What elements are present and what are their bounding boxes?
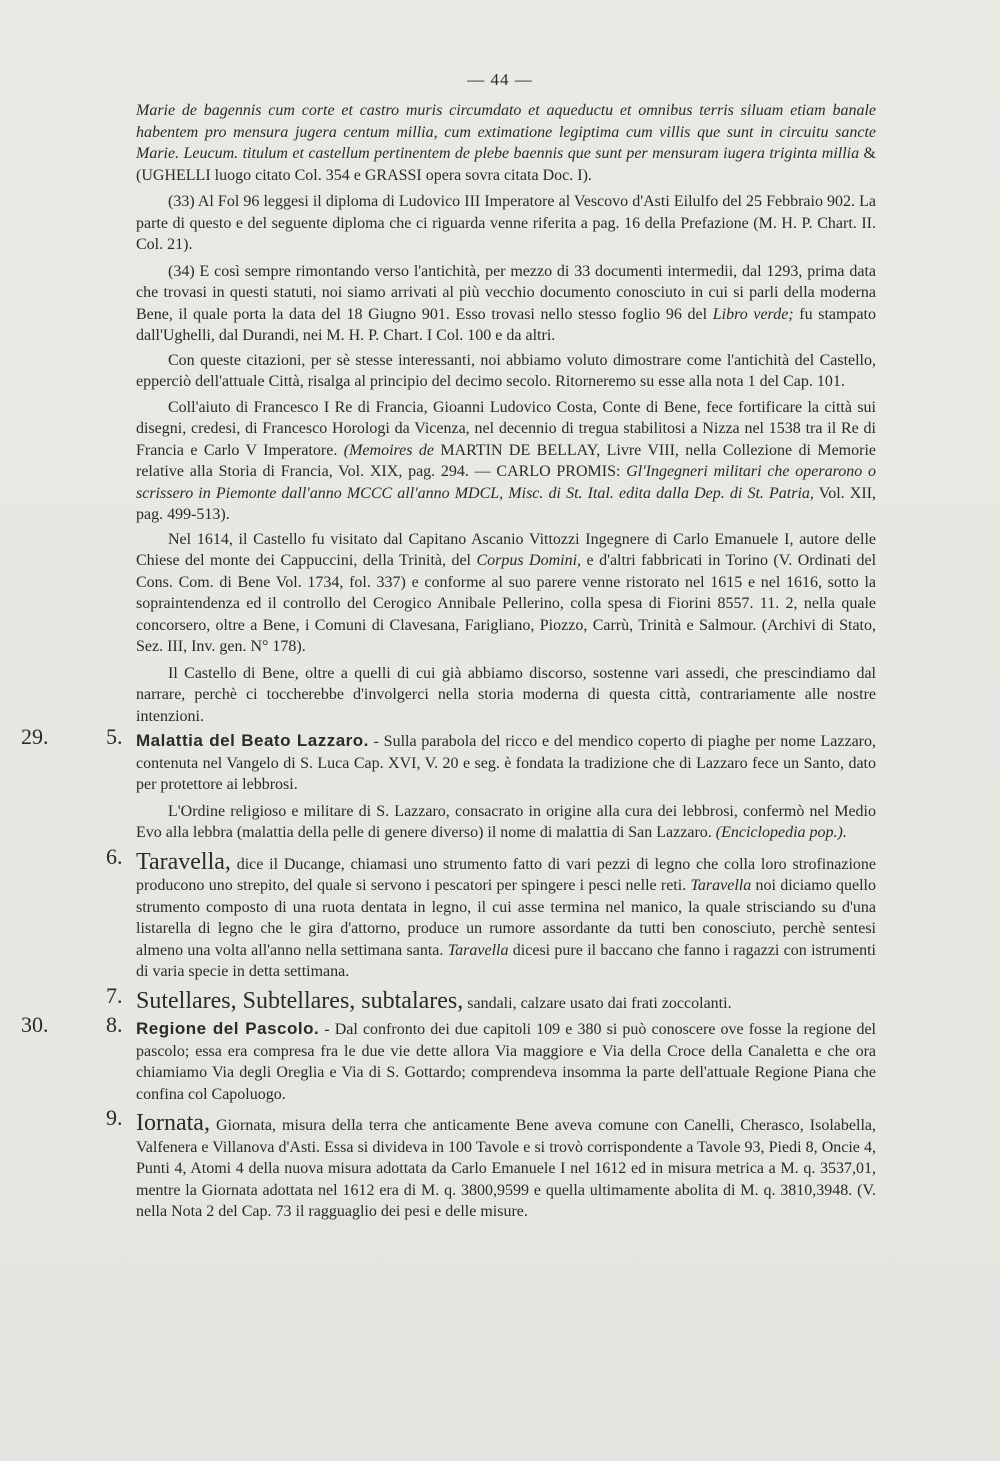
p5-text: Nel 1614, il Castello fu visitato dal Capitano Ascanio Vittozzi Ingegnere di Carlo Emanuele I, autore delle Chiese del monte dei Cappuccini, della Trinità, del xyxy=(136,530,876,569)
entry-6-d: Taravella xyxy=(447,941,509,959)
body-text xyxy=(21,100,877,1223)
entry-7-body: sandali, calzare usato dai frati zoccolanti. xyxy=(463,994,732,1012)
entry-heading: Regione del Pascolo. xyxy=(136,1019,320,1038)
p4-end: Vol. XII, pag. 499-513). xyxy=(136,484,877,523)
entry-6-a: dice il Ducange, chiamasi uno strumento fatto di vari pezzi di legno che colla loro strofinazione producono uno strepito, del quale si servono i pescatori per spingere i pesci nelle reti. xyxy=(136,855,876,894)
note-number: 9. xyxy=(106,1105,123,1130)
entry-6-c: noi diciamo quello strumento composto di una ruota dentata in legno, il cui asse termina nel manico, la quale strisciando su d'una listarella di legno che le gira d'attorno, produce un rumore assordante da tutti ben conosciuto, perchè sentesi almeno una volta all'anno nella settimana santa. xyxy=(136,877,876,959)
entry-heading: Iornata, xyxy=(136,1110,210,1136)
chapter-number: 29. xyxy=(21,724,49,749)
entry-6-b: Taravella xyxy=(690,877,752,894)
entry-7 xyxy=(106,982,876,1015)
page-number: — 44 — xyxy=(467,70,533,89)
entry-5 xyxy=(21,724,876,844)
entry-5-enciclopedia: (Enciclopedia pop.). xyxy=(711,824,847,841)
note-34-title: Libro verde; xyxy=(712,305,794,323)
p4-promis-title: Gl'Ingegneri militari che operarono o scrissero in Piemonte dall'anno MCCC all'anno MDCL, Misc. di St. Ital. edita dalla Dep. di St. Patria, xyxy=(136,463,876,502)
entry-5-body: - Sulla parabola del ricco e del mendico coperto di piaghe per nome Lazzaro, contenuta nel Vangelo di S. Luca Cap. XVI, V. 20 e seg. è fondata la tradizione che di Lazzaro fece un Santo, dato per protettore ai lebbrosi. xyxy=(136,733,876,793)
entry-5-para2 xyxy=(136,801,876,844)
note-33: (33) Al Fol 96 leggesi il diploma di Ludovico III Imperatore al Vescovo d'Asti Eilulfo del 25 Febbraio 902. La parte di questo e del seguente diploma che ci riguarda venne riferita a pag. 16 della Prefazione (M. H. P. Chart. II. Col. 21). xyxy=(136,193,876,253)
note-number: 8. xyxy=(106,1012,123,1037)
entry-5-para2-text: L'Ordine religioso e militare di S. Lazzaro, consacrato in origine alla cura dei lebbrosi, confermò nel Medio Evo alla lebbra (malattia della pelle di genere diverso) il nome di malattia di San Lazzaro. xyxy=(136,802,876,841)
paragraph-citazioni: Con queste citazioni, per sè stesse interessanti, noi abbiamo voluto dimostrare come l'antichità del Castello, epperciò dell'attuale Città, risalga al principio del decimo secolo. Ritorneremo su esse alla nota 1 del Cap. 101. xyxy=(136,351,876,390)
paragraph-assedi: Il Castello di Bene, oltre a quelli di cui già abbiamo discorso, sostenne vari assedi, che prescindiamo dal narrare, perchè ci toccherebbe d'involgerci nella storia moderna di questa città, contrariamente alle nostre intenzioni. xyxy=(136,664,876,725)
note-number: 7. xyxy=(106,982,123,1008)
latin-quote: Marie de bagennis cum corte et castro muris circumdato et aqueductu et omnibus terris siluam etiam banale habentem pro mensura jugera centum millia, cum extimatione legiptima cum villis que sunt in circuitu sancte Marie. Leucum. titulum et castellum pertinentem de plebe baennis que sunt per mensuram iugera triginta millia xyxy=(136,102,876,162)
entry-7-text xyxy=(136,989,876,1015)
entry-9-text xyxy=(136,1111,876,1223)
entry-9 xyxy=(106,1105,876,1223)
entry-6 xyxy=(106,843,876,983)
p4-memoires: (Memoires de xyxy=(343,441,434,459)
note-number: 5. xyxy=(106,724,123,749)
p5-end: e d'altri fabbricati in Torino (V. Ordinati del Cons. Com. di Bene Vol. 1734, fol. 337) e conforme al suo parere venne ristorato nel 1615 e nel 1616, sotto la sopraintendenza ed il controllo del Cerogico Annibale Pellerino, colla spesa di Fiorini 8557. 11. 2, nella quale concorsero, oltre a Bene, i Comuni di Clavesana, Farigliano, Piozzo, Carrù, Trinità e Salmour. (Archivi di Stato, Sez. III, Inv. gen. N° 178). xyxy=(136,552,877,655)
entry-heading: Sutellares, Subtellares, subtalares, xyxy=(136,987,464,1014)
p4-text: Coll'aiuto di Francesco I Re di Francia, Gioanni Ludovico Costa, Conte di Bene, fece fortificare la città sui disegni, credesi, di Francesco Horologi da Vicenza, nel decennio di tregua stabilitosi a Nizza nel 1538 tra il Re di Francia e Carlo V Imperatore. xyxy=(136,398,876,459)
note-34 xyxy=(136,261,876,347)
note-34-text: (34) E così sempre rimontando verso l'antichità, per mezzo di 33 documenti intermedii, dal 1293, prima data che trovasi in questi statuti, noi siamo arrivati al più vecchio documento conosciuto in cui si parli della moderna Bene, il quale porta la data del 18 Giugno 901. Esso trovasi nello stesso foglio 96 del xyxy=(136,262,876,323)
chapter-number: 30. xyxy=(21,1012,49,1037)
entry-heading: Malattia del Beato Lazzaro. xyxy=(136,731,369,750)
paragraph-vittozzi xyxy=(136,529,876,658)
latin-quote-citation: & (UGHELLI luogo citato Col. 354 e GRASSI opera sovra citata Doc. I). xyxy=(136,145,876,184)
note-number: 6. xyxy=(106,843,123,869)
entry-8 xyxy=(21,1012,876,1105)
entry-heading: Taravella, xyxy=(136,848,231,875)
entry-8-text xyxy=(136,1018,876,1105)
latin-quote-paragraph xyxy=(136,100,876,186)
entry-9-body: Giornata, misura della terra che anticamente Bene aveva comune con Canelli, Cherasco, Isolabella, Valfenera e Villanova d'Asti. Essa si divideva in 100 Tavole e si trovò corrispondente a Tavole 93, Piedi 8, Oncie 4, Punti 4, Atomi 4 della nuova misura adottata da Carlo Emanuele I nel 1612 ed in misura metrica a M. q. 3537,01, mentre la Giornata adottata nel 1612 era di M. q. 3800,9599 e quella ultimamente abolita di M. q. 3810,3948. (V. nella Nota 2 del Cap. 73 il ragguaglio dei pesi e delle misure. xyxy=(136,1117,876,1220)
note-34-text-end: fu stampato dall'Ughelli, dal Durandi, nei M. H. P. Chart. I Col. 100 e da altri. xyxy=(136,305,877,344)
paragraph-francesco xyxy=(136,397,876,526)
entry-8-body: - Dal confronto dei due capitoli 109 e 380 si può conoscere ove fosse la regione del pascolo; essa era compresa fra le due vie dette allora Via maggiore e Via della Croce della Canaletta e che ora chiamiamo Via degli Oreglia e Via di S. Gottardo; comprendeva insomma la parte dell'attuale Regione Piana che confina col Capoluogo. xyxy=(136,1021,876,1103)
entry-6-text xyxy=(136,850,876,983)
entry-5-text xyxy=(136,730,876,796)
p4-reference: MARTIN DE BELLAY, Livre VIII, nella Collezione di Memorie relative alla Storia di Francia, Vol. XIX, pag. 294. — CARLO PROMIS: xyxy=(136,441,876,480)
entry-6-e: dicesi pure il baccano che fanno i ragazzi con istrumenti di varia specie in detta settimana. xyxy=(136,941,876,980)
p5-corpus: Corpus Domini, xyxy=(476,552,582,569)
